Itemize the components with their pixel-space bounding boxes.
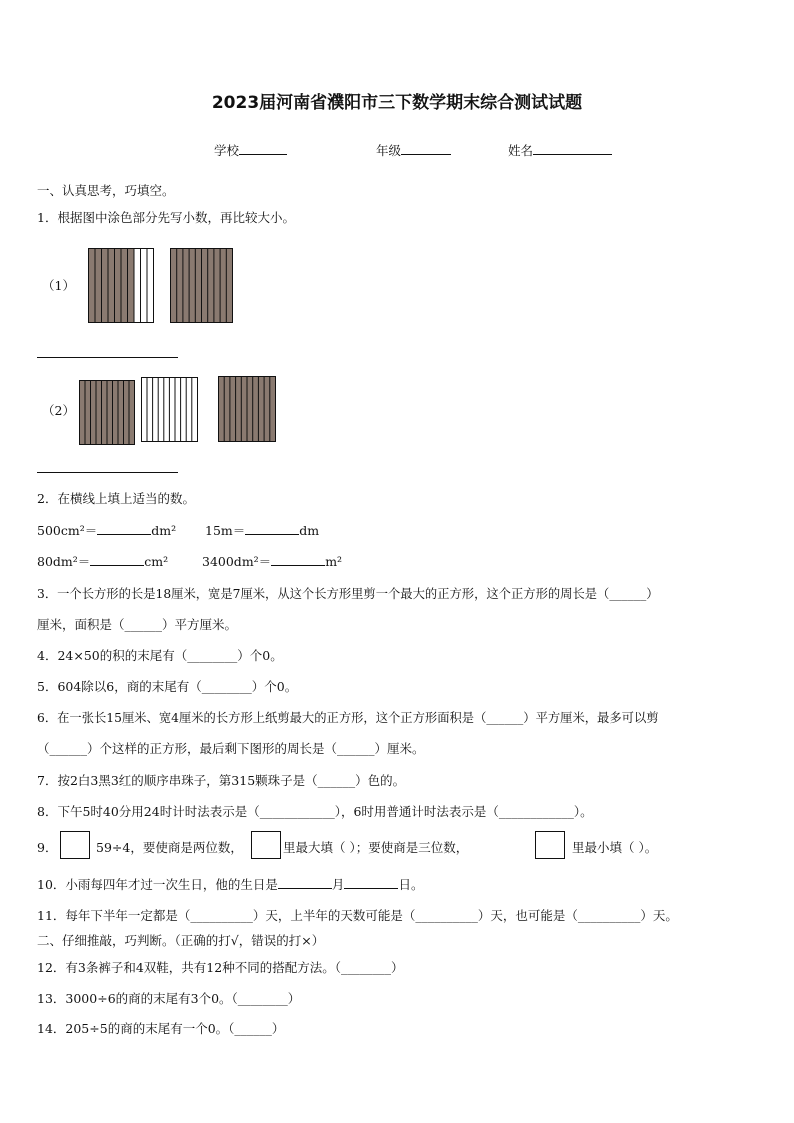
grid-1-partial — [89, 248, 154, 323]
q9-box-1[interactable] — [60, 831, 90, 859]
q10-text — [37, 875, 423, 893]
grid-4-empty — [142, 377, 198, 442]
q2-r1b-unit: dm — [299, 523, 320, 538]
q2-r2b-blank[interactable] — [271, 553, 325, 566]
q2-r1a-blank[interactable] — [97, 522, 151, 535]
q9-box-2[interactable] — [251, 831, 281, 859]
q1-part1-figure — [88, 248, 238, 326]
q2-r1b-blank[interactable] — [245, 522, 299, 535]
name-field — [508, 141, 612, 159]
q13-text: 13．3000÷6的商的末尾有3个0。（________） — [37, 991, 301, 1006]
q6-line2: （______）个这样的正方形，最后剩下图形的周长是（______）厘米。 — [37, 741, 425, 756]
q10-day-blank[interactable] — [344, 876, 398, 889]
q9-num: 9． — [37, 840, 58, 855]
grid-2-full — [171, 248, 233, 323]
q9-part-b: 里最大填（ ）；要使商是三位数， — [283, 840, 469, 855]
grid-3-full — [80, 380, 135, 445]
q7-text: 7．按2白3黑3红的顺序串珠子，第315颗珠子是（______）色的。 — [37, 773, 406, 788]
q4-text: 4．24×50的积的末尾有（________）个0。 — [37, 648, 283, 663]
q2-r1b-label: 15m＝ — [205, 523, 246, 538]
q2-row2b — [202, 552, 342, 570]
q9-part-c: 里最小填（ ）。 — [572, 840, 658, 855]
q6-line1: 6．在一张长15厘米、宽4厘米的长方形上纸剪最大的正方形，这个正方形面积是（______）平方厘米，最多可以剪 — [37, 711, 659, 725]
q2-row1b — [205, 521, 319, 539]
q10-part-a: 10．小雨每四年才过一次生日，他的生日是 — [37, 877, 278, 892]
q1-part1-answer-line[interactable] — [37, 357, 178, 358]
school-blank[interactable] — [239, 142, 287, 155]
q1-text: 1．根据图中涂色部分先写小数，再比较大小。 — [37, 210, 295, 225]
page-title: 2023届河南省濮阳市三下数学期末综合测试试题 — [211, 93, 583, 113]
q8-text: 8．下午5时40分用24时计时法表示是（____________），6时用普通计时法表示是（____________）。 — [37, 804, 593, 819]
grade-label: 年级 — [376, 143, 402, 158]
q9-box-3[interactable] — [535, 831, 565, 859]
q10-month-blank[interactable] — [278, 876, 332, 889]
school-label: 学校 — [214, 143, 240, 158]
q2-r2a-unit: cm² — [144, 554, 169, 569]
q2-row1a — [37, 521, 176, 539]
school-field — [214, 141, 287, 159]
q14-text: 14．205÷5的商的末尾有一个0。（______） — [37, 1021, 285, 1036]
q1-part1-label: （1） — [42, 278, 75, 293]
q2-r2a-label: 80dm²＝ — [37, 554, 91, 569]
q10-month-label: 月 — [331, 877, 345, 892]
q2-r1a-unit: dm² — [151, 523, 177, 538]
q2-r2a-blank[interactable] — [90, 553, 144, 566]
q2-r2b-unit: m² — [325, 554, 343, 569]
q5-text: 5．604除以6，商的末尾有（________）个0。 — [37, 679, 298, 694]
q2-text: 2．在横线上填上适当的数。 — [37, 491, 195, 506]
q1-part2-answer-line[interactable] — [37, 472, 178, 473]
grid-5-full — [219, 376, 276, 442]
q3-line2: 厘米，面积是（______）平方厘米。 — [37, 617, 238, 632]
name-label: 姓名 — [508, 143, 534, 158]
q1-part2-label: （2） — [42, 403, 75, 418]
q10-day-label: 日。 — [398, 877, 424, 892]
q9-part-a: 59÷4，要使商是两位数， — [96, 840, 243, 855]
section2-heading: 二、仔细推敲，巧判断。（正确的打√，错误的打×） — [37, 933, 325, 948]
name-blank[interactable] — [533, 142, 612, 155]
q2-r1a-label: 500cm²＝ — [37, 523, 98, 538]
grade-blank[interactable] — [401, 142, 451, 155]
q12-text: 12．有3条裤子和4双鞋，共有12种不同的搭配方法。（________） — [37, 960, 404, 975]
q2-r2b-label: 3400dm²＝ — [202, 554, 272, 569]
section1-heading: 一、认真思考，巧填空。 — [37, 183, 175, 198]
q11-text: 11．每年下半年一定都是（__________）天，上半年的天数可能是（__________）天，也可能是（__________）天。 — [37, 908, 678, 923]
grade-field — [376, 141, 451, 159]
q1-part2-figure — [79, 376, 279, 448]
q3-line1: 3．一个长方形的长是18厘米，宽是7厘米，从这个长方形里剪一个最大的正方形，这个正方形的周长是（______） — [37, 587, 659, 601]
q2-row2a — [37, 552, 168, 570]
